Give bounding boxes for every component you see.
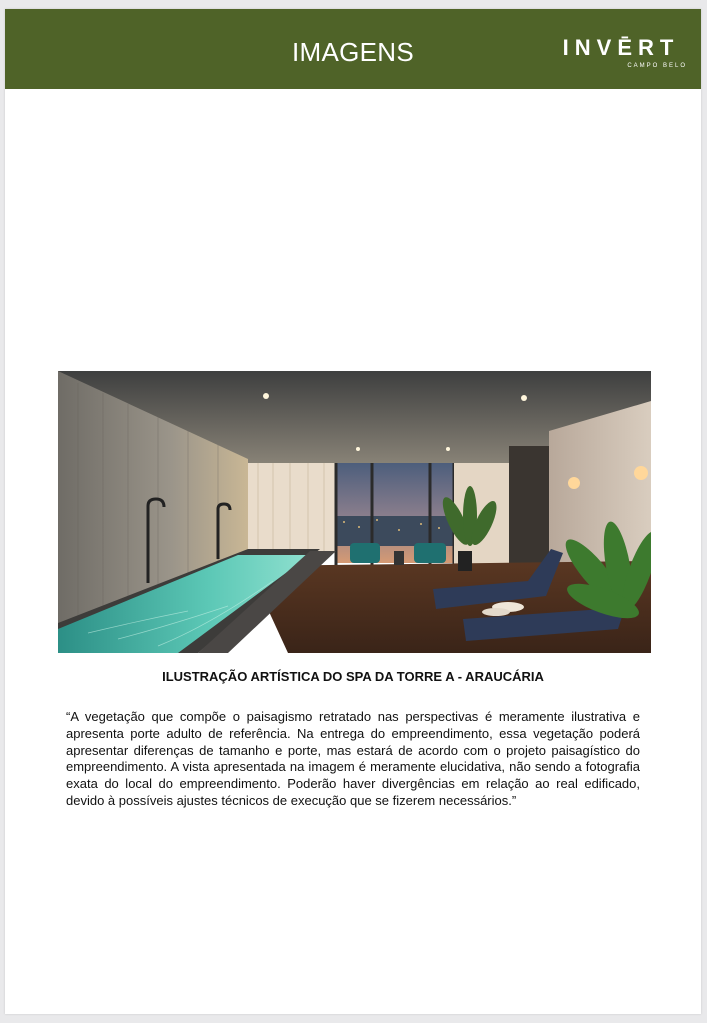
logo-wordmark: INVĒRT bbox=[562, 35, 680, 60]
document-page bbox=[5, 9, 701, 1014]
brand-logo bbox=[551, 37, 691, 69]
spa-illustration-image bbox=[58, 371, 651, 653]
logo-subtext: CAMPO BELO bbox=[627, 63, 687, 69]
page-title: IMAGENS bbox=[291, 37, 414, 67]
disclaimer-text: “A vegetação que compõe o paisagismo retratado nas perspectivas é meramente ilustrativa e apresenta porte adulto de referência. Na entrega do empreendimento, essa vegetação poderá apresentar diferenças de tamanho e porte, mas estará de acordo com o projeto paisagístico do empreendimento. A vista apresentada na imagem é meramente elucidativa, não sendo a fotografia exata do local do empreendimento. Poderão haver divergências em relação ao real edificado, devido à possíveis ajustes técnicos de execução que se fizerem necessários.” bbox=[66, 709, 640, 808]
image-caption: ILUSTRAÇÃO ARTÍSTICA DO SPA DA TORRE A - ARAUCÁRIA bbox=[162, 669, 544, 684]
page-header bbox=[5, 9, 701, 89]
